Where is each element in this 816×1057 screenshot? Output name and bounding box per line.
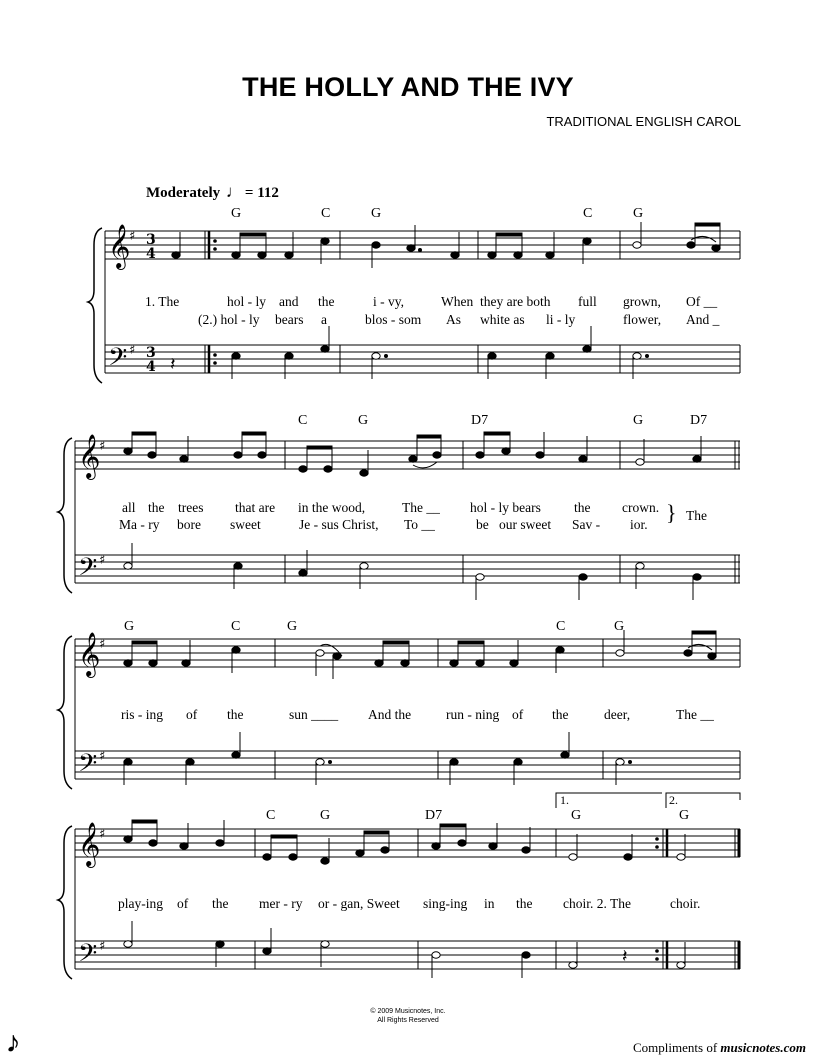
svg-text:♯: ♯ — [99, 553, 106, 568]
chord-symbol: C — [231, 619, 241, 634]
lyric-syllable: Je - sus Christ, — [299, 517, 379, 532]
lyric-syllable: The — [686, 508, 707, 523]
chord-symbol: G — [633, 206, 644, 221]
lyric-syllable: ior. — [630, 517, 648, 532]
lyric-syllable: they are both — [480, 294, 551, 309]
svg-text:𝄢: 𝄢 — [108, 343, 128, 378]
chord-symbol: G — [614, 619, 625, 634]
lyric-syllable: The __ — [402, 500, 440, 515]
svg-text:♯: ♯ — [99, 827, 106, 842]
lyric-syllable: (2.) hol - ly — [198, 312, 260, 327]
second-ending-label: 2. — [669, 793, 678, 807]
chord-symbol: C — [583, 206, 593, 221]
lyric-syllable: the — [318, 294, 335, 309]
svg-text:𝄢: 𝄢 — [78, 749, 98, 784]
chord-symbol: G — [358, 413, 369, 428]
lyric-syllable: sing-ing — [423, 896, 468, 911]
lyric-syllable: of — [177, 896, 189, 911]
lyric-syllable: Of __ — [686, 294, 718, 309]
svg-text:♯: ♯ — [99, 939, 106, 954]
first-ending-label: 1. — [560, 793, 569, 807]
lyric-syllable: of — [512, 707, 524, 722]
chord-symbol: C — [321, 206, 331, 221]
lyric-syllable: that are — [235, 500, 276, 515]
lyric-syllable: i - vy, — [373, 294, 404, 309]
lyric-syllable: the — [148, 500, 165, 515]
lyric-syllable: bore — [177, 517, 201, 532]
svg-text:𝄞: 𝄞 — [78, 632, 101, 676]
svg-text:♯: ♯ — [129, 343, 136, 358]
tempo-text: Moderately — [146, 185, 221, 201]
footer-credit — [633, 1040, 806, 1056]
lyric-syllable: the — [227, 707, 244, 722]
svg-text:𝄞: 𝄞 — [78, 434, 101, 478]
lyric-syllable: run - ning — [446, 707, 500, 722]
copyright-line: © 2009 Musicnotes, Inc. — [370, 1008, 446, 1015]
lyric-syllable: Sav - — [572, 517, 601, 532]
lyric-syllable: white as — [480, 312, 525, 327]
lyric-syllable: be — [476, 517, 489, 532]
copyright-notice — [0, 1007, 816, 1025]
rights-line: All Rights Reserved — [377, 1017, 439, 1024]
lyric-syllable: li - ly — [546, 312, 576, 327]
svg-text:𝄞: 𝄞 — [108, 224, 131, 268]
tempo-bpm: = 112 — [244, 185, 279, 201]
chord-symbol: D7 — [471, 413, 489, 428]
svg-text:♯: ♯ — [99, 439, 106, 454]
lyric-syllable: hol - ly bears — [470, 500, 541, 515]
lyric-syllable: bears — [275, 312, 304, 327]
svg-text:4: 4 — [146, 246, 156, 262]
lyric-syllable: play-ing — [118, 896, 163, 911]
lyric-syllable: crown. — [622, 500, 660, 515]
lyric-syllable: all — [122, 500, 136, 515]
composer-credit: TRADITIONAL ENGLISH CAROL — [546, 114, 741, 129]
lyric-syllable: and — [279, 294, 299, 309]
lyric-syllable: our sweet — [499, 517, 552, 532]
svg-text:4: 4 — [146, 359, 156, 375]
lyric-syllable: ris - ing — [121, 707, 163, 722]
treble-staff-1 — [105, 231, 740, 259]
lyric-syllable: full — [578, 294, 597, 309]
footer-site-link[interactable]: musicnotes.com — [720, 1040, 806, 1055]
lyric-syllable: the — [516, 896, 533, 911]
svg-text:3: 3 — [146, 345, 156, 361]
treble-staff-4 — [75, 829, 740, 857]
svg-text:♯: ♯ — [99, 637, 106, 652]
chord-symbol: D7 — [425, 808, 443, 823]
lyric-syllable: choir. 2. The — [563, 896, 631, 911]
chord-symbol: G — [633, 413, 644, 428]
lyric-syllable: the — [212, 896, 229, 911]
chord-symbol: G — [124, 619, 135, 634]
lyric-syllable: 1. The — [145, 294, 180, 309]
lyric-syllable: blos - som — [365, 312, 422, 327]
svg-text:𝄽: 𝄽 — [170, 354, 176, 375]
song-title: THE HOLLY AND THE IVY — [242, 72, 574, 102]
svg-text:𝄢: 𝄢 — [78, 939, 98, 974]
lyric-syllable: the — [574, 500, 591, 515]
lyric-syllable: As — [446, 312, 462, 327]
bass-staff-3 — [75, 751, 740, 779]
bass-staff-1 — [105, 345, 740, 373]
svg-text:𝄽: 𝄽 — [622, 946, 628, 967]
lyric-syllable: The __ — [676, 707, 714, 722]
lyric-syllable: a — [321, 312, 327, 327]
lyric-syllable: hol - ly — [227, 294, 266, 309]
lyric-syllable: of — [186, 707, 198, 722]
svg-text:3: 3 — [146, 232, 156, 248]
bass-staff-4 — [75, 941, 740, 969]
svg-text:♯: ♯ — [129, 229, 136, 244]
lyric-syllable: When — [441, 294, 474, 309]
lyric-syllable: or - gan, Sweet — [318, 896, 400, 911]
musicnotes-logo-icon: 𝅘𝅥𝅮 — [8, 1034, 19, 1056]
verse-brace: } — [666, 500, 677, 525]
lyric-syllable: grown, — [623, 294, 661, 309]
chord-symbol: G — [320, 808, 331, 823]
lyric-syllable: deer, — [604, 707, 631, 722]
lyric-syllable: Ma - ry — [119, 517, 160, 532]
svg-text:𝄢: 𝄢 — [78, 553, 98, 588]
lyric-syllable: trees — [178, 500, 204, 515]
chord-symbol: C — [298, 413, 308, 428]
lyric-syllable: in — [484, 896, 495, 911]
lyric-syllable: in the wood, — [298, 500, 366, 515]
footer-prefix: Compliments of — [633, 1040, 718, 1055]
chord-symbol: G — [371, 206, 382, 221]
chord-symbol: C — [556, 619, 566, 634]
lyric-syllable: sweet — [230, 517, 261, 532]
svg-text:♯: ♯ — [99, 749, 106, 764]
chord-symbol: G — [287, 619, 298, 634]
lyric-syllable: sun ____ — [289, 707, 339, 722]
lyric-syllable: To __ — [404, 517, 435, 532]
lyric-syllable: the — [552, 707, 569, 722]
chord-symbol: G — [231, 206, 242, 221]
lyric-syllable: choir. — [670, 896, 701, 911]
lyric-syllable: mer - ry — [259, 896, 303, 911]
chord-symbol: D7 — [690, 413, 708, 428]
quarter-note-icon: ♩ — [225, 182, 243, 201]
lyric-syllable: flower, — [623, 312, 662, 327]
svg-text:𝄞: 𝄞 — [78, 822, 101, 866]
chord-symbol: G — [571, 808, 582, 823]
lyric-syllable: And the — [368, 707, 412, 722]
chord-symbol: C — [266, 808, 276, 823]
lyric-syllable: And _ — [686, 312, 720, 327]
chord-symbol: G — [679, 808, 690, 823]
